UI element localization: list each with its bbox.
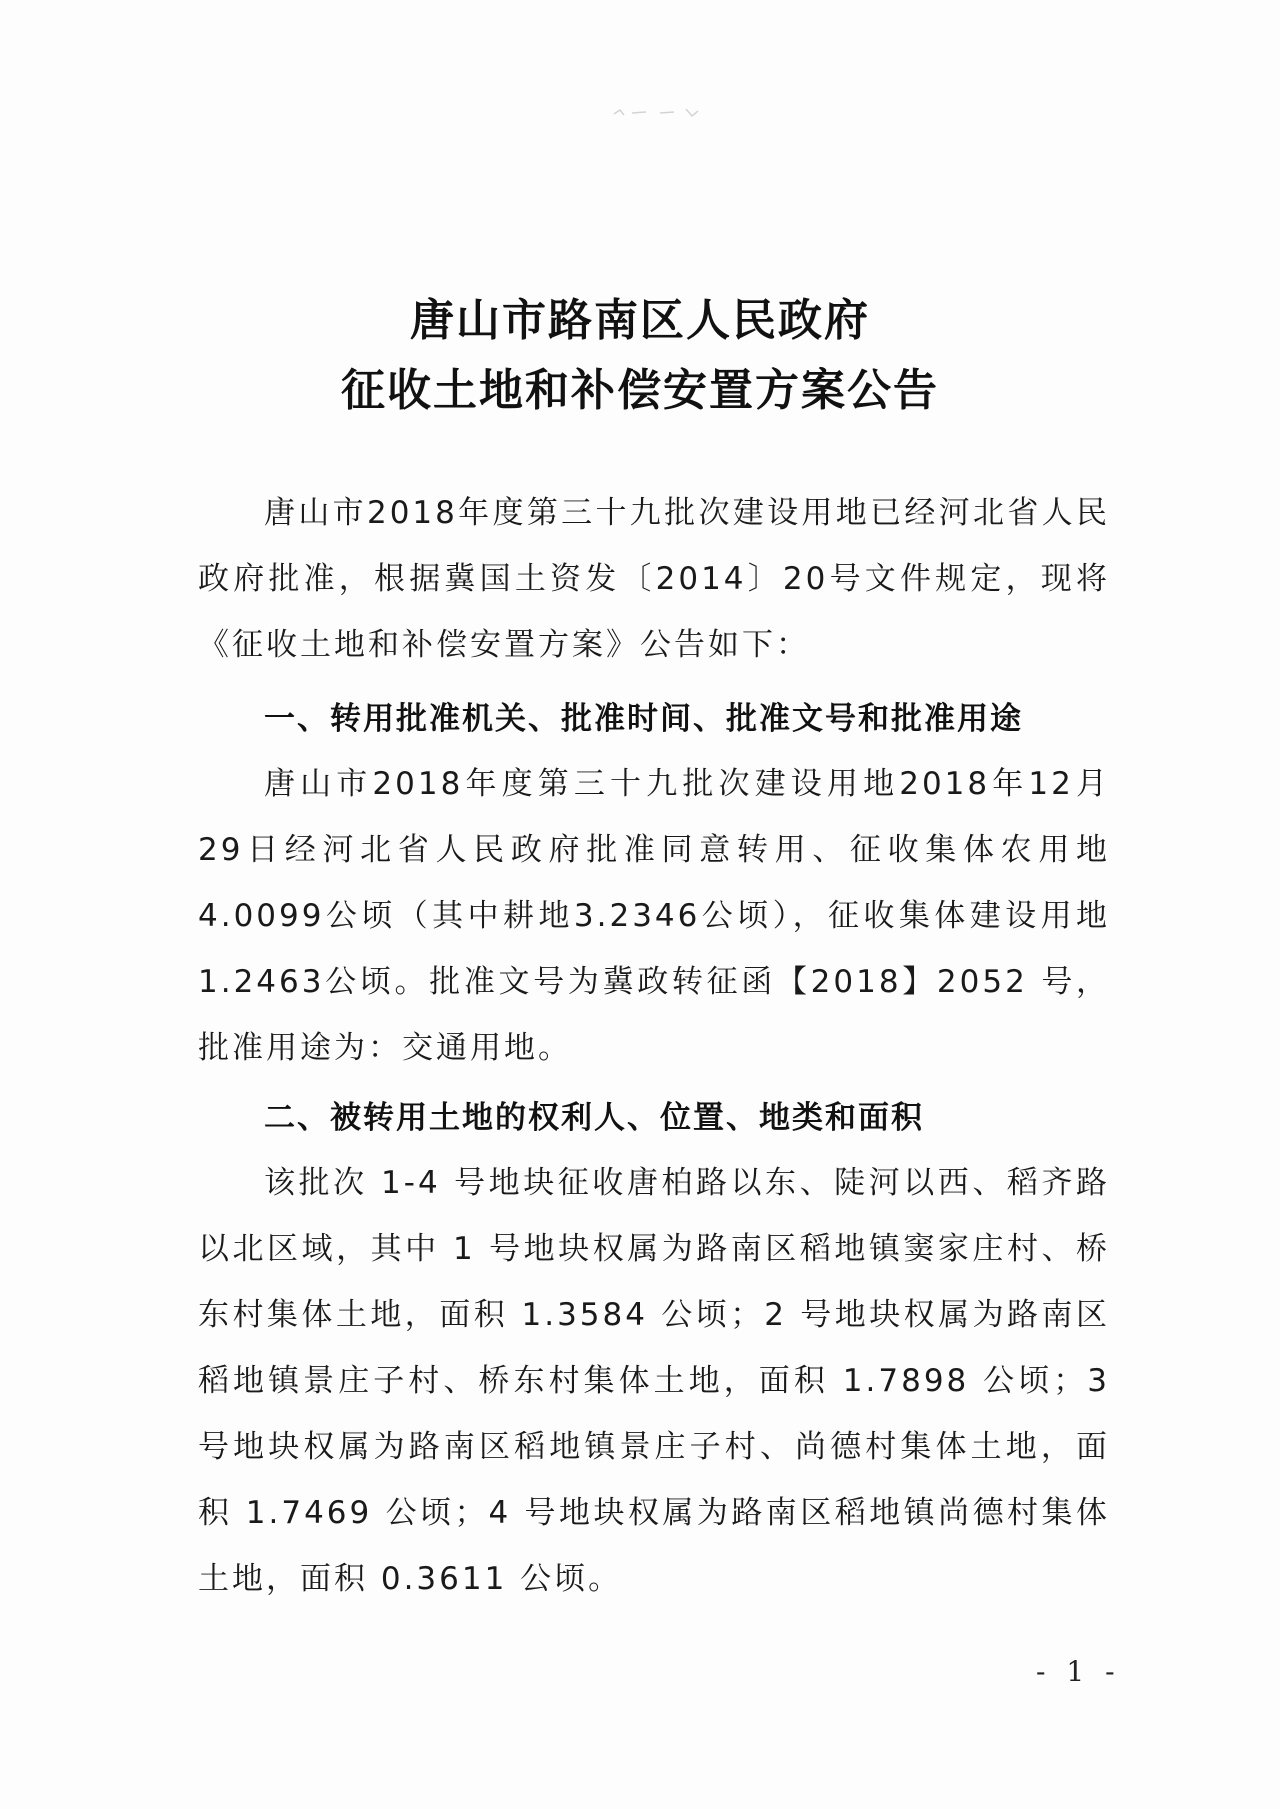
page-number: - 1 - (1036, 1655, 1121, 1688)
section-1-paragraph: 唐山市2018年度第三十九批次建设用地2018年12月29日经河北省人民政府批准同意转用、征收集体农用地 4.0099公顷（其中耕地3.2346公顷），征收集体建设用地 1.2463公顷。批准文号为冀政转征函【2018】2052 号，批准用途为：交通用地。 (198, 766, 1110, 1066)
scan-artifact-mark (612, 105, 702, 119)
intro-paragraph: 唐山市2018年度第三十九批次建设用地已经河北省人民政府批准，根据冀国土资发〔2014〕20号文件规定，现将《征收土地和补偿安置方案》公告如下： (198, 495, 1110, 663)
section-1-heading: 一、转用批准机关、批准时间、批准文号和批准用途 (264, 701, 1023, 737)
document-title-line1: 唐山市路南区人民政府 (410, 295, 870, 346)
document-title-line2: 征收土地和补偿安置方案公告 (341, 365, 939, 416)
section-2-paragraph: 该批次 1-4 号地块征收唐柏路以东、陡河以西、稻齐路以北区域，其中 1 号地块权属为路南区稻地镇窦家庄村、桥东村集体土地，面积 1.3584 公顷；2 号地块权属为路南区稻地镇景庄子村、桥东村集体土地，面积 1.7898 公顷；3 号地块权属为路南区稻地镇景庄子村、尚德村集体土地，面积 1.7469 公顷；4 号地块权属为路南区稻地镇尚德村集体土地，面积 0.3611 公顷。 (198, 1165, 1110, 1597)
section-2-heading: 二、被转用土地的权利人、位置、地类和面积 (264, 1100, 924, 1136)
